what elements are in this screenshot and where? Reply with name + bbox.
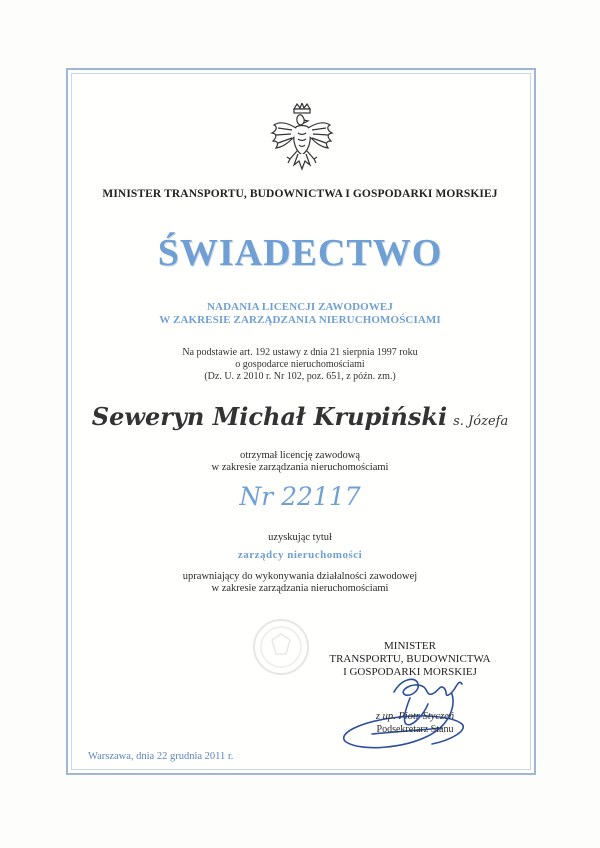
received-line-1: otrzymał licencję zawodową — [239, 450, 361, 461]
certificate-title: ŚWIADECTWO — [157, 232, 443, 274]
legal-basis-line-2: o gospodarce nieruchomościami — [235, 359, 365, 370]
embossed-seal-icon — [252, 618, 310, 676]
signer-role: Podsekretarz Stanu — [376, 724, 454, 735]
legal-basis-line-3: (Dz. U. z 2010 r. Nr 102, poz. 651, z późn. zm.) — [204, 371, 396, 382]
subtitle-line-1: NADANIA LICENCJI ZAWODOWEJ — [207, 301, 393, 313]
polish-eagle-emblem-icon — [270, 103, 334, 177]
holder-name: Seweryn Michał Krupiński — [91, 402, 448, 431]
entitles-line-1: uprawniający do wykonywania działalności zawodowej — [182, 571, 418, 582]
title-intro: uzyskując tytuł — [268, 532, 332, 543]
holder-parent: s. Józefa — [453, 414, 509, 429]
holder-row — [0, 402, 600, 431]
license-number: Nr 22117 — [239, 482, 361, 511]
place-and-date: Warszawa, dnia 22 grudnia 2011 r. — [88, 751, 234, 762]
entitles-line-2: w zakresie zarządzania nieruchomościami — [211, 583, 389, 594]
received-line-2: w zakresie zarządzania nieruchomościami — [211, 462, 389, 473]
issuer-heading: MINISTER TRANSPORTU, BUDOWNICTWA I GOSPODARKI MORSKIEJ — [102, 188, 498, 200]
signature-office-line-2: TRANSPORTU, BUDOWNICTWA — [329, 653, 491, 665]
signer-name: z up. Piotr Styczeń — [375, 711, 455, 722]
signature-office-line-1: MINISTER — [384, 640, 436, 652]
subtitle-line-2: W ZAKRESIE ZARZĄDZANIA NIERUCHOMOŚCIAMI — [159, 314, 441, 326]
legal-basis-line-1: Na podstawie art. 192 ustawy z dnia 21 sierpnia 1997 roku — [182, 347, 418, 358]
signature-office-line-3: I GOSPODARKI MORSKIEJ — [343, 666, 477, 678]
professional-title: zarządcy nieruchomości — [237, 549, 363, 561]
